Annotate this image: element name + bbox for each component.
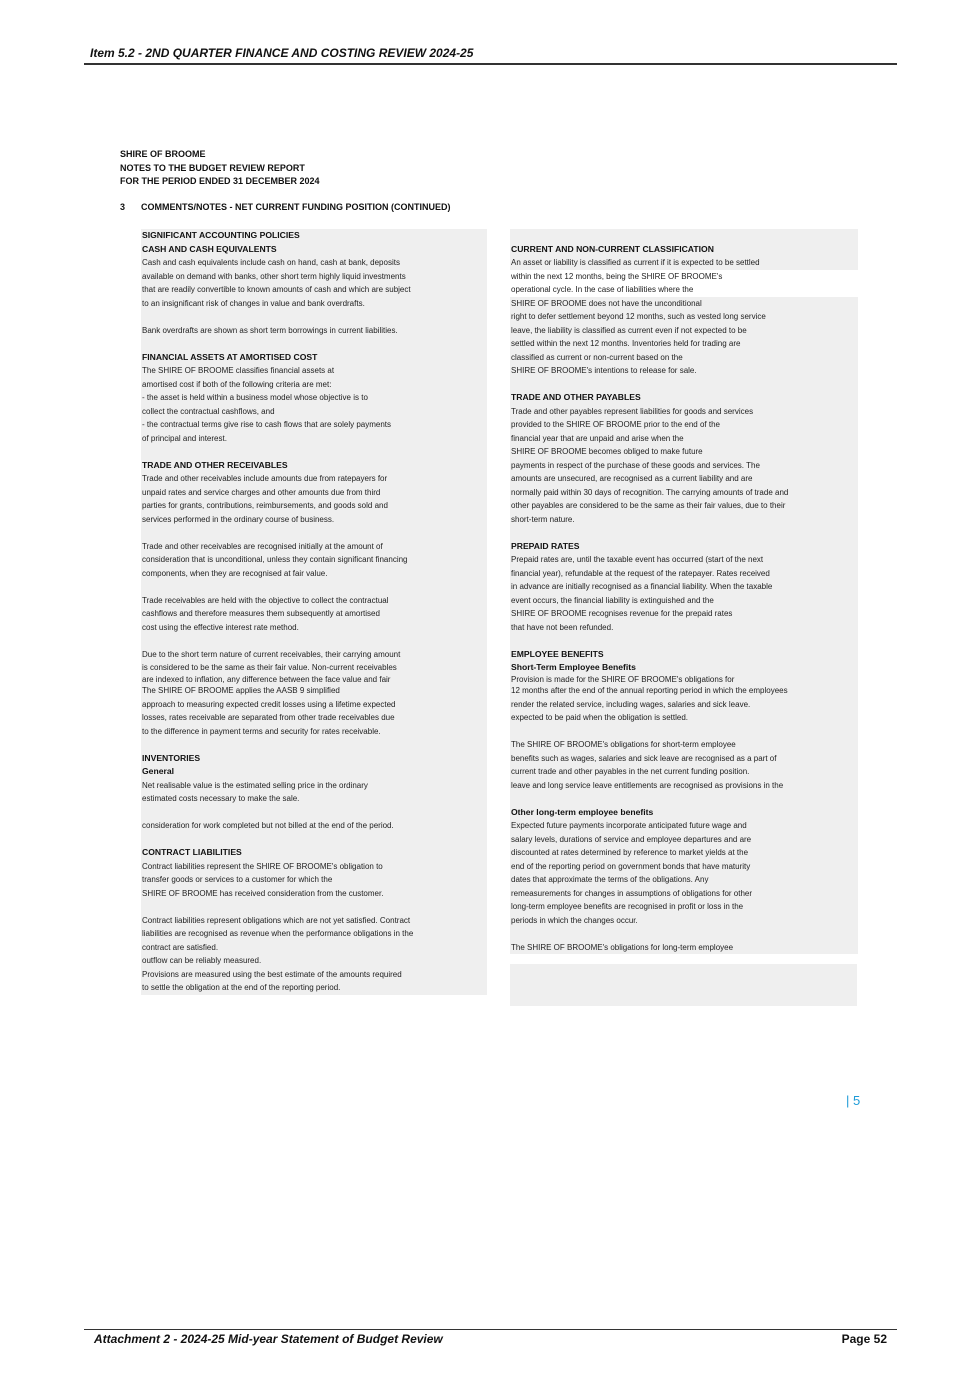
- text-line: to an insignificant risk of changes in value and bank overdrafts.: [142, 298, 365, 308]
- text-line: losses, rates receivable are separated from other trade receivables due: [142, 713, 395, 722]
- report-title-line-3: FOR THE PERIOD ENDED 31 DECEMBER 2024: [120, 176, 320, 186]
- report-title-line-2: NOTES TO THE BUDGET REVIEW REPORT: [120, 162, 305, 173]
- text-line: 12 months after the end of the annual reporting period in which the employees: [511, 686, 788, 695]
- text-line: An asset or liability is classified as current if it is expected to be settled: [511, 258, 760, 267]
- footer-rule: [84, 1329, 897, 1330]
- text-line: salary levels, durations of service and employee departures and are: [511, 834, 752, 844]
- text-line: cost using the effective interest rate method.: [142, 622, 299, 632]
- prepaid-rates-heading: PREPAID RATES: [511, 540, 580, 551]
- employee-benefits-paragraph-2: [511, 738, 856, 792]
- text-line: event occurs, the financial liability is extinguished and the: [511, 595, 714, 605]
- text-line: Contract liabilities represent obligations which are not yet satisfied. Contract: [142, 915, 411, 925]
- text-line: normally paid within 30 days of recognition. The carrying amounts of trade and: [511, 487, 789, 497]
- shaded-placeholder-box: [510, 964, 857, 1006]
- policies-heading: SIGNIFICANT ACCOUNTING POLICIES: [142, 230, 300, 240]
- long-term-obligations-line: The SHIRE OF BROOME's obligations for long-term employee: [511, 942, 734, 952]
- text-line: short-term nature.: [511, 514, 575, 524]
- text-line: parties for grants, contributions, reimbursements, and goods sold and: [142, 501, 388, 510]
- classification-paragraph: [510, 270, 858, 297]
- text-line: discounted at rates determined by reference to market yields at the: [511, 848, 749, 857]
- text-line: remeasurements for changes in assumptions of obligations for other: [511, 888, 753, 898]
- text-line: Cash and cash equivalents include cash on hand, cash at bank, deposits: [142, 258, 400, 267]
- text-line: payments in respect of the purchase of these goods and services. The: [511, 460, 760, 470]
- text-line: dates that approximate the terms of the obligations. Any: [511, 875, 709, 884]
- text-line: liabilities are recognised as revenue when the performance obligations in the: [142, 929, 414, 938]
- text-line: to settle the obligation at the end of the reporting period.: [142, 983, 341, 992]
- text-line: amounts are unsecured, are recognised as a current liability and are: [511, 474, 753, 483]
- text-line: transfer goods or services to a customer for which the: [142, 875, 333, 884]
- report-title-block: [120, 148, 320, 189]
- text-line: cashflows and therefore measures them subsequently at amortised: [142, 609, 380, 618]
- text-line: components, when they are recognised at fair value.: [142, 568, 328, 578]
- text-line: Trade and other payables represent liabilities for goods and services: [511, 406, 754, 416]
- text-line: Trade and other receivables include amounts due from ratepayers for: [142, 474, 388, 483]
- footer-attachment-title: Attachment 2 - 2024-25 Mid-year Statement of Budget Review: [94, 1332, 443, 1346]
- text-line: - the contractual terms give rise to cash flows that are solely payments: [142, 420, 391, 429]
- text-line: Prepaid rates are, until the taxable event has occurred (start of the next: [511, 555, 764, 564]
- text-line: expected to be paid when the obligation is settled.: [511, 713, 689, 722]
- text-line: operational cycle. In the case of liabilities where the: [511, 285, 694, 294]
- text-line: SHIRE OF BROOME's intentions to release for sale.: [511, 366, 697, 375]
- other-long-term-benefits-paragraph: [511, 819, 856, 927]
- inventories-paragraph: [142, 779, 485, 806]
- trade-receivables-paragraph-3: [142, 594, 485, 635]
- trade-receivables-paragraph-2: [142, 540, 485, 581]
- text-line: classified as current or non-current based on the: [511, 352, 683, 362]
- text-line: leave, the liability is classified as current even if not expected to be: [511, 325, 747, 335]
- contract-liabilities-paragraph-1: [142, 860, 485, 901]
- header-rule: [84, 63, 897, 65]
- financial-assets-heading: FINANCIAL ASSETS AT AMORTISED COST: [142, 351, 318, 362]
- text-line: are indexed to inflation, any difference between the face value and fair: [142, 674, 391, 684]
- text-line: Trade and other receivables are recognised initially at the amount of: [142, 541, 383, 551]
- text-line: unpaid rates and service charges and other amounts due from third: [142, 487, 381, 497]
- text-line: is considered to be the same as their fair value. Non-current receivables: [142, 663, 397, 672]
- text-line: Provision is made for the SHIRE OF BROOME's obligations for: [511, 674, 735, 684]
- other-long-term-benefits-heading: Other long-term employee benefits: [511, 806, 654, 817]
- text-line: right to defer settlement beyond 12 months, such as vested long service: [511, 312, 766, 321]
- text-line: SHIRE OF BROOME recognises revenue for the prepaid rates: [511, 609, 733, 618]
- text-line: The SHIRE OF BROOME classifies financial assets at: [142, 366, 335, 375]
- text-line: Contract liabilities represent the SHIRE OF BROOME's obligation to: [142, 861, 383, 871]
- text-line: SHIRE OF BROOME does not have the unconditional: [511, 298, 702, 308]
- trade-payables-paragraph: [511, 405, 856, 527]
- text-line: that are readily convertible to known amounts of cash and which are subject: [142, 285, 411, 294]
- classification-heading: CURRENT AND NON-CURRENT CLASSIFICATION: [511, 243, 714, 254]
- text-line: estimated costs necessary to make the sale.: [142, 794, 300, 803]
- text-line: long-term employee benefits are recognised in profit or loss in the: [511, 902, 744, 911]
- document-header-title: Item 5.2 - 2ND QUARTER FINANCE AND COSTING REVIEW 2024-25: [90, 46, 474, 60]
- section-heading: [120, 202, 451, 212]
- report-title-line-1: SHIRE OF BROOME: [120, 149, 206, 159]
- text-line: provided to the SHIRE OF BROOME prior to the end of the: [511, 420, 720, 429]
- text-line: in advance are initially recognised as a financial liability. When the taxable: [511, 582, 773, 591]
- text-line: Due to the short term nature of current receivables, their carrying amount: [142, 649, 401, 659]
- text-line: Net realisable value is the estimated selling price in the ordinary: [142, 780, 368, 790]
- employee-benefits-heading: EMPLOYEE BENEFITS: [511, 648, 604, 659]
- text-line: services performed in the ordinary course of business.: [142, 514, 335, 524]
- left-notes-column: [141, 229, 487, 995]
- footer-page-number: Page 52: [841, 1332, 887, 1346]
- text-line: settled within the next 12 months. Inventories held for trading are: [511, 339, 741, 348]
- inventories-paragraph-2: consideration for work completed but not billed at the end of the period.: [142, 821, 394, 830]
- cash-heading: CASH AND CASH EQUIVALENTS: [142, 243, 277, 254]
- prepaid-rates-paragraph: [511, 553, 856, 634]
- contract-liabilities-heading: CONTRACT LIABILITIES: [142, 847, 242, 857]
- text-line: other payables are considered to be the same as their fair values, due to their: [511, 501, 786, 510]
- text-line: to the difference in payment terms and security for rates receivable.: [142, 726, 381, 736]
- text-line: outflow can be reliably measured.: [142, 956, 262, 965]
- text-line: approach to measuring expected credit losses using a lifetime expected: [142, 699, 396, 709]
- text-line: available on demand with banks, other short term highly liquid investments: [142, 271, 406, 281]
- employee-benefits-paragraph-1: [511, 675, 856, 725]
- text-line: contract are satisfied.: [142, 942, 219, 952]
- inventories-subheading: General: [142, 766, 175, 776]
- cash-paragraph: [142, 256, 485, 310]
- text-line: The SHIRE OF BROOME's obligations for short-term employee: [511, 740, 736, 749]
- text-line: of principal and interest.: [142, 433, 227, 443]
- employee-benefits-subheading: Short-Term Employee Benefits: [511, 662, 636, 672]
- text-line: SHIRE OF BROOME has received consideration from the customer.: [142, 888, 384, 898]
- text-line: consideration that is unconditional, unless they contain significant financing: [142, 555, 408, 564]
- text-line: financial year that are unpaid and arise when the: [511, 433, 684, 443]
- text-line: that have not been refunded.: [511, 622, 614, 632]
- text-line: current trade and other payables in the net current funding position.: [511, 767, 750, 776]
- text-line: periods in which the changes occur.: [511, 915, 638, 925]
- text-line: The SHIRE OF BROOME applies the AASB 9 simplified: [142, 686, 340, 695]
- section-title: COMMENTS/NOTES - NET CURRENT FUNDING POSITION (CONTINUED): [141, 202, 451, 212]
- contract-liabilities-paragraph-2: [142, 914, 485, 995]
- financial-assets-paragraph: [142, 364, 485, 445]
- text-line: end of the reporting period on government bonds that have maturity: [511, 861, 751, 871]
- trade-receivables-paragraph-1: [142, 472, 485, 526]
- trade-receivables-heading: TRADE AND OTHER RECEIVABLES: [142, 459, 288, 470]
- text-line: render the related service, including wages, salaries and sick leave.: [511, 699, 751, 709]
- trade-payables-heading: TRADE AND OTHER PAYABLES: [511, 392, 641, 402]
- trade-receivables-paragraph-4: [142, 648, 485, 739]
- inventories-heading: INVENTORIES: [142, 752, 201, 763]
- text-line: benefits such as wages, salaries and sick leave are recognised as a part of: [511, 753, 777, 763]
- text-line: financial year), refundable at the request of the ratepayer. Rates received: [511, 568, 770, 578]
- text-line: Provisions are measured using the best estimate of the amounts required: [142, 969, 402, 979]
- overdraft-paragraph: Bank overdrafts are shown as short term borrowings in current liabilities.: [142, 325, 398, 335]
- text-line: leave and long service leave entitlements are recognised as provisions in the: [511, 780, 784, 790]
- text-line: SHIRE OF BROOME becomes obliged to make future: [511, 447, 703, 456]
- text-line: within the next 12 months, being the SHIRE OF BROOME's: [511, 271, 723, 281]
- section-number: 3: [120, 202, 126, 212]
- text-line: amortised cost if both of the following criteria are met:: [142, 379, 332, 389]
- text-line: collect the contractual cashflows, and: [142, 406, 275, 416]
- text-line: - the asset is held within a business model whose objective is to: [142, 393, 368, 402]
- page-number-marker: | 5: [846, 1093, 861, 1108]
- text-line: Trade receivables are held with the objective to collect the contractual: [142, 595, 389, 605]
- right-notes-column: [510, 229, 858, 954]
- text-line: Expected future payments incorporate anticipated future wage and: [511, 821, 747, 830]
